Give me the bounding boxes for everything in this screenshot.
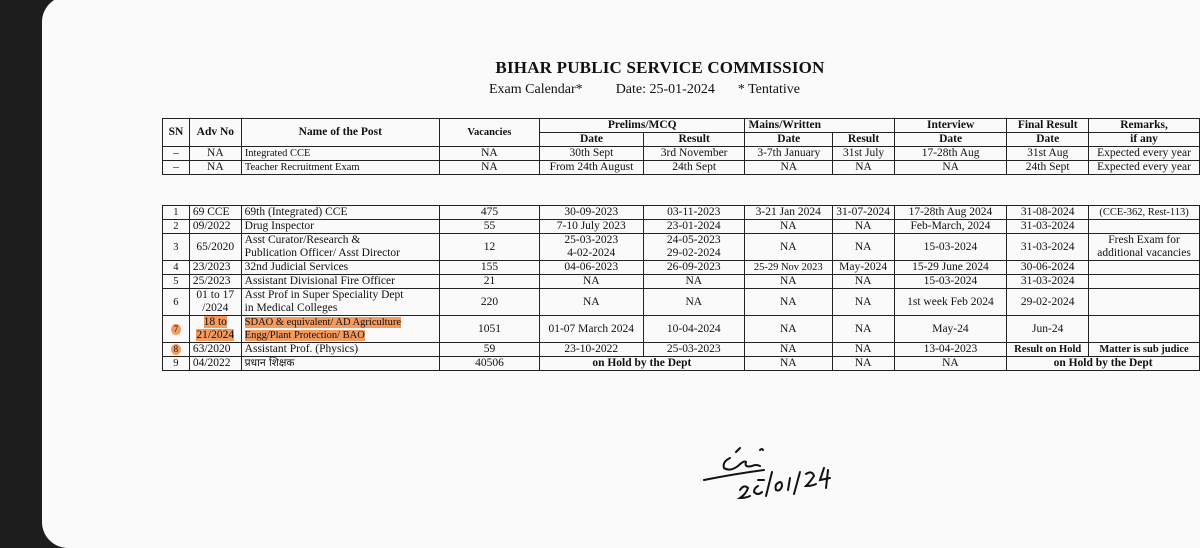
cell-interview: Feb-March, 2024 bbox=[894, 220, 1007, 234]
cell-remarks: (CCE-362, Rest-113) bbox=[1089, 206, 1200, 220]
cell-prelims-result: 26-09-2023 bbox=[643, 261, 744, 275]
calendar-date: Date: 25-01-2024 bbox=[615, 82, 715, 97]
adv-line-2: /2024 bbox=[202, 302, 229, 314]
post-line-1: Asst Prof in Super Speciality Dept bbox=[244, 289, 404, 301]
post-line-2: in Medical Colleges bbox=[244, 302, 338, 314]
cell-prelims-date bbox=[539, 234, 643, 261]
cell-remarks bbox=[1089, 234, 1200, 261]
cell-remarks bbox=[1089, 220, 1200, 234]
cell-adv bbox=[189, 316, 241, 343]
cell-interview: NA bbox=[894, 357, 1007, 371]
cell-final: 31-03-2024 bbox=[1007, 275, 1089, 289]
cell-prelims-date: From 24th August bbox=[540, 161, 644, 175]
cell-mains-result: NA bbox=[832, 234, 894, 261]
table-row bbox=[163, 234, 1200, 261]
cell-vacancies: 1051 bbox=[440, 316, 540, 343]
table-row bbox=[163, 261, 1200, 275]
cell-adv: NA bbox=[189, 147, 241, 161]
cell-mains-result: NA bbox=[832, 343, 894, 357]
cell-remarks bbox=[1089, 261, 1200, 275]
calendar-label: Exam Calendar* bbox=[489, 82, 583, 97]
cell-post: 32nd Judicial Services bbox=[241, 261, 439, 275]
col-remarks-sub: if any bbox=[1089, 133, 1200, 147]
cell-mains-date: NA bbox=[744, 289, 832, 316]
cell-sn: 6 bbox=[163, 289, 190, 316]
cell-prelims-result: 25-03-2023 bbox=[643, 343, 744, 357]
cell-final: 30-06-2024 bbox=[1007, 261, 1089, 275]
cell-interview: 15-03-2024 bbox=[894, 234, 1007, 261]
cell-prelims-result: 24th Sept bbox=[643, 161, 745, 175]
cell-mains-date: NA bbox=[745, 161, 833, 175]
col-final: Final Result bbox=[1007, 119, 1089, 133]
cell-adv: 69 CCE bbox=[189, 206, 241, 220]
cell-vacancies: 55 bbox=[440, 220, 540, 234]
cell-sn bbox=[163, 343, 190, 357]
cell-sn: – bbox=[163, 147, 190, 161]
cell-mains-result: 31st July bbox=[833, 147, 895, 161]
cell-vacancies: 155 bbox=[440, 261, 540, 275]
cell-post: प्रधान शिक्षक bbox=[241, 357, 439, 371]
cell-post: 69th (Integrated) CCE bbox=[241, 206, 439, 220]
cell-post: Assistant Prof. (Physics) bbox=[241, 343, 439, 357]
cell-interview: May-24 bbox=[894, 316, 1007, 343]
cell-prelims-date: 30th Sept bbox=[540, 147, 644, 161]
cell-mains-result: NA bbox=[832, 357, 894, 371]
cell-vacancies: 21 bbox=[440, 275, 540, 289]
prelims-result-1: 24-05-2023 bbox=[666, 234, 721, 246]
cell-final: Jun-24 bbox=[1007, 316, 1089, 343]
post-line-2: Publication Officer/ Asst Director bbox=[244, 247, 400, 259]
col-adv: Adv No bbox=[189, 119, 241, 147]
table-row bbox=[163, 161, 1200, 175]
cell-prelims-result: NA bbox=[643, 289, 744, 316]
handwritten-signature bbox=[700, 440, 850, 510]
cell-prelims-date: 04-06-2023 bbox=[539, 261, 643, 275]
col-mains: Mains/Written bbox=[745, 119, 895, 133]
col-sn: SN bbox=[163, 119, 190, 147]
cell-post bbox=[241, 316, 439, 343]
tentative-note: * Tentative bbox=[737, 82, 800, 97]
cell-interview: 1st week Feb 2024 bbox=[894, 289, 1007, 316]
table-row bbox=[163, 316, 1200, 343]
post-line-2: Engg/Plant Protection/ BAO bbox=[244, 330, 365, 341]
cell-mains-result: NA bbox=[832, 275, 894, 289]
cell-interview: 17-28th Aug bbox=[894, 147, 1006, 161]
cell-final: 29-02-2024 bbox=[1007, 289, 1089, 316]
col-prelims-date: Date bbox=[540, 133, 644, 147]
cell-final: Result on Hold bbox=[1007, 343, 1089, 357]
cell-prelims-merged: on Hold by the Dept bbox=[539, 357, 744, 371]
cell-sn: 9 bbox=[163, 357, 190, 371]
col-remarks: Remarks, bbox=[1089, 119, 1200, 133]
table-header-row bbox=[163, 119, 1200, 133]
cell-prelims-result: NA bbox=[643, 275, 744, 289]
cell-interview: 15-03-2024 bbox=[894, 275, 1007, 289]
cell-sn: – bbox=[163, 161, 190, 175]
cell-adv: 63/2020 bbox=[189, 343, 241, 357]
cell-post bbox=[241, 289, 439, 316]
cell-mains-date: NA bbox=[744, 234, 832, 261]
cell-mains-date: NA bbox=[744, 220, 832, 234]
cell-adv: 09/2022 bbox=[189, 220, 241, 234]
col-post: Name of the Post bbox=[241, 119, 439, 147]
post-line-1: Asst Curator/Research & bbox=[244, 234, 361, 246]
cell-final: 24th Sept bbox=[1007, 161, 1089, 175]
prelims-result-2: 29-02-2024 bbox=[666, 247, 721, 259]
cell-sn: 4 bbox=[163, 261, 190, 275]
highlighted-sn: 8 bbox=[171, 344, 181, 355]
post-line-1: SDAO & equivalent/ AD Agriculture bbox=[244, 317, 401, 328]
col-interview-date: Date bbox=[894, 133, 1006, 147]
cell-vacancies: 59 bbox=[440, 343, 540, 357]
cell-final: 31-03-2024 bbox=[1007, 220, 1089, 234]
cell-mains-date: 3-7th January bbox=[745, 147, 833, 161]
commission-title: BIHAR PUBLIC SERVICE COMMISSION bbox=[495, 58, 825, 77]
cell-prelims-date: 01-07 March 2024 bbox=[539, 316, 643, 343]
recurring-exams-table bbox=[162, 118, 1200, 175]
cell-vacancies: 475 bbox=[440, 206, 540, 220]
cell-vacancies: NA bbox=[439, 161, 539, 175]
cell-mains-result: 31-07-2024 bbox=[832, 206, 894, 220]
cell-remarks bbox=[1089, 316, 1200, 343]
cell-final: 31-03-2024 bbox=[1007, 234, 1089, 261]
table-row bbox=[163, 206, 1200, 220]
table-row bbox=[163, 289, 1200, 316]
cell-adv: 04/2022 bbox=[189, 357, 241, 371]
cell-mains-result: NA bbox=[832, 289, 894, 316]
highlighted-sn: 7 bbox=[171, 324, 181, 335]
cell-mains-result: NA bbox=[832, 316, 894, 343]
cell-adv: NA bbox=[189, 161, 241, 175]
cell-mains-date: NA bbox=[744, 275, 832, 289]
cell-mains-result: NA bbox=[833, 161, 895, 175]
cell-vacancies: 40506 bbox=[440, 357, 540, 371]
table-row bbox=[163, 220, 1200, 234]
cell-adv: 23/2023 bbox=[189, 261, 241, 275]
adv-line-1: 01 to 17 bbox=[196, 289, 235, 301]
cell-prelims-date: 30-09-2023 bbox=[539, 206, 643, 220]
cell-interview: 15-29 June 2024 bbox=[894, 261, 1007, 275]
cell-vacancies: 12 bbox=[440, 234, 540, 261]
cell-post bbox=[241, 234, 439, 261]
remarks-line-1: Fresh Exam for bbox=[1108, 234, 1180, 246]
cell-prelims-date: 7-10 July 2023 bbox=[539, 220, 643, 234]
cell-mains-date: NA bbox=[744, 357, 832, 371]
cell-prelims-result bbox=[643, 234, 744, 261]
cell-adv: 65/2020 bbox=[189, 234, 241, 261]
cell-post: Teacher Recruitment Exam bbox=[241, 161, 439, 175]
col-prelims: Prelims/MCQ bbox=[540, 119, 745, 133]
cell-interview: 13-04-2023 bbox=[894, 343, 1007, 357]
cell-final-remarks-merged: on Hold by the Dept bbox=[1007, 357, 1200, 371]
cell-final: 31st Aug bbox=[1007, 147, 1089, 161]
table-row bbox=[163, 147, 1200, 161]
cell-mains-result: May-2024 bbox=[832, 261, 894, 275]
cell-remarks bbox=[1089, 275, 1200, 289]
cell-prelims-result: 3rd November bbox=[643, 147, 745, 161]
cell-remarks bbox=[1089, 289, 1200, 316]
exam-schedule-table bbox=[162, 205, 1200, 371]
remarks-line-2: additional vacancies bbox=[1097, 247, 1191, 259]
cell-prelims-date: NA bbox=[539, 275, 643, 289]
col-interview: Interview bbox=[894, 119, 1006, 133]
cell-vacancies: NA bbox=[439, 147, 539, 161]
cell-sn: 2 bbox=[163, 220, 190, 234]
cell-final: 31-08-2024 bbox=[1007, 206, 1089, 220]
cell-mains-date: 3-21 Jan 2024 bbox=[744, 206, 832, 220]
cell-interview: 17-28th Aug 2024 bbox=[894, 206, 1007, 220]
col-final-date: Date bbox=[1007, 133, 1089, 147]
cell-prelims-date: NA bbox=[539, 289, 643, 316]
cell-post: Integrated CCE bbox=[241, 147, 439, 161]
col-prelims-result: Result bbox=[643, 133, 745, 147]
cell-mains-date: 25-29 Nov 2023 bbox=[744, 261, 832, 275]
table-row bbox=[163, 275, 1200, 289]
cell-mains-result: NA bbox=[832, 220, 894, 234]
prelims-date-1: 25-03-2023 bbox=[564, 234, 619, 246]
cell-prelims-date: 23-10-2022 bbox=[539, 343, 643, 357]
table-row bbox=[163, 357, 1200, 371]
cell-prelims-result: 10-04-2024 bbox=[643, 316, 744, 343]
cell-adv: 25/2023 bbox=[189, 275, 241, 289]
table-row bbox=[163, 343, 1200, 357]
adv-line-1: 18 to bbox=[203, 316, 227, 328]
cell-remarks: Expected every year bbox=[1089, 147, 1200, 161]
cell-post: Drug Inspector bbox=[241, 220, 439, 234]
cell-mains-date: NA bbox=[744, 343, 832, 357]
cell-adv bbox=[189, 289, 241, 316]
cell-prelims-result: 03-11-2023 bbox=[643, 206, 744, 220]
cell-vacancies: 220 bbox=[440, 289, 540, 316]
cell-mains-date: NA bbox=[744, 316, 832, 343]
col-mains-result: Result bbox=[833, 133, 895, 147]
prelims-date-2: 4-02-2024 bbox=[567, 247, 616, 259]
cell-remarks: Matter is sub judice bbox=[1089, 343, 1200, 357]
adv-line-2: 21/2024 bbox=[196, 329, 235, 341]
header-subline bbox=[489, 82, 800, 98]
col-vacancies: Vacancies bbox=[439, 119, 539, 147]
cell-sn: 3 bbox=[163, 234, 190, 261]
cell-sn: 1 bbox=[163, 206, 190, 220]
cell-post: Assistant Divisional Fire Officer bbox=[241, 275, 439, 289]
cell-sn: 5 bbox=[163, 275, 190, 289]
cell-prelims-result: 23-01-2024 bbox=[643, 220, 744, 234]
col-mains-date: Date bbox=[745, 133, 833, 147]
cell-remarks: Expected every year bbox=[1089, 161, 1200, 175]
cell-sn bbox=[163, 316, 190, 343]
cell-interview: NA bbox=[894, 161, 1006, 175]
